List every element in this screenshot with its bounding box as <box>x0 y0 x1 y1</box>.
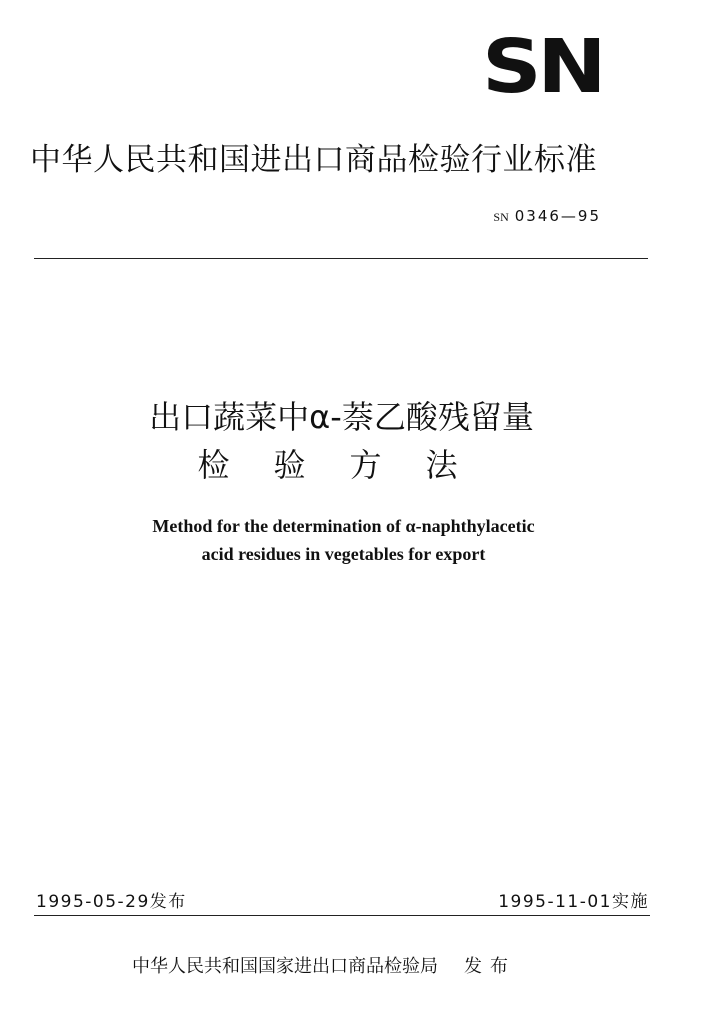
issue-date: 1995-05-29发布 <box>36 892 187 912</box>
publisher-name: 中华人民共和国国家进出口商品检验局 <box>132 956 438 977</box>
publisher-action: 发布 <box>464 956 516 977</box>
standard-code <box>493 206 601 227</box>
effective-date: 1995-11-01实施 <box>498 892 649 912</box>
standard-category: 中华人民共和国进出口商品检验行业标准 <box>30 142 597 178</box>
standard-code-prefix: SN <box>493 210 509 224</box>
title-cn-line2: 检验方法 <box>197 446 502 484</box>
publisher <box>132 954 516 980</box>
top-divider <box>34 258 648 259</box>
title-en-line1: Method for the determination of α-naphthylacetic <box>152 516 535 536</box>
bottom-divider <box>34 915 650 916</box>
title-cn-line1: 出口蔬菜中α-萘乙酸残留量 <box>149 398 534 436</box>
standard-code-number: 0346—95 <box>514 207 601 225</box>
title-en-line2: acid residues in vegetables for export <box>201 544 486 564</box>
sn-logo: SN <box>482 24 603 110</box>
